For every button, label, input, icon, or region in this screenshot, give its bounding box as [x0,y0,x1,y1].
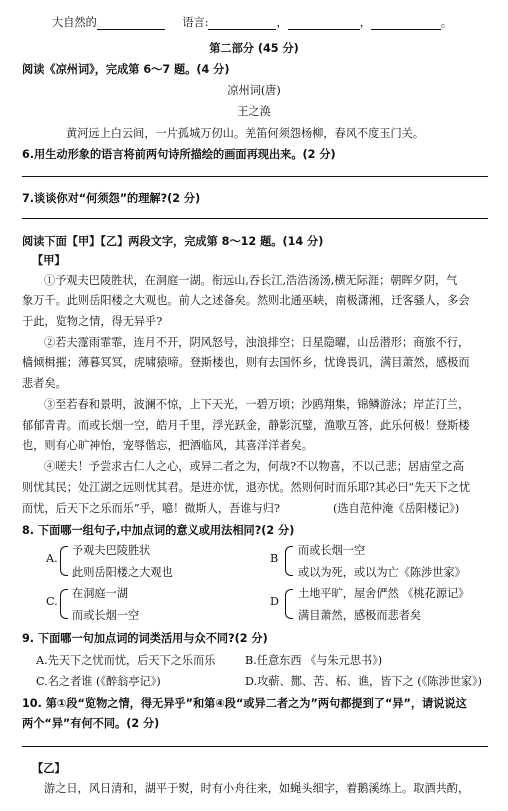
q8-option-d-sentence-2: 满目萧然，感极而悲者矣 [298,609,422,622]
question-10-line-1: 10. 第①段“览物之情，得无异乎”和第④段“或异二者之为”两句都提到了“异”，请说说这 [22,697,467,710]
passage-yi-line: 游之日，风日清和，湖平于熨，时有小舟往来，如蝇头细字，着鹅溪练上。取酒共酌， [44,782,470,795]
language-label: 语言: [182,16,209,29]
poem-text: 黄河远上白云间，一片孤城万仞山。羌笛何须怨杨柳，春风不度玉门关。 [66,127,425,140]
passage-line: 而忧，后天下之乐而乐”乎，噫！微斯人，吾谁与归? [22,502,280,515]
section-title: 第二部分 (45 分) [209,42,299,55]
brace-icon [60,589,68,619]
q8-option-d-label[interactable]: D [270,595,279,608]
answer-blank-4[interactable] [371,17,441,30]
q8-option-c-sentence-2: 而或长烟一空 [72,609,140,622]
q9-option-c[interactable]: C.名之者谁 (《醉翁亭记》) [36,675,161,688]
question-10-line-2: 两个“异”有何不同。(2 分) [22,717,160,730]
reading-intro: 阅读下面【甲】【乙】两段文字，完成第 8～12 题。(14 分) [22,235,324,248]
q8-option-b-label[interactable]: B [270,552,279,565]
passage-jia-label: 【甲】 [32,254,66,267]
question-6: 6.用生动形象的语言将前两句诗所描绘的画面再现出来。(2 分) [22,148,336,161]
nature-label: 大自然的 [52,16,97,29]
brace-icon [60,546,68,576]
passage-yi-label: 【乙】 [32,762,66,775]
answer-blank-1[interactable] [97,17,165,30]
answer-line-6[interactable] [22,176,488,177]
passage-line: 悲者矣。 [22,377,67,390]
brace-icon [285,546,293,576]
passage-line: ④嗟夫！予尝求古仁人之心，或异二者之为，何哉?不以物喜，不以己悲；居庙堂之高 [44,460,464,473]
q8-option-b-sentence-1: 而或长烟一空 [298,544,366,557]
q8-option-c-label[interactable]: C. [46,595,58,608]
fill-blank-line [52,14,452,30]
passage-line: 樯倾楫摧；薄暮冥冥，虎啸猿啼。登斯楼也，则有去国怀乡，忧谗畏讥，满目萧然，感极而 [22,356,470,369]
question-9: 9. 下面哪一句加点词的词类活用与众不同?(2 分) [22,632,268,645]
passage-line: ③至若春和景明，波澜不惊，上下天光，一碧万顷；沙鸥翔集，锦鳞游泳；岸芷汀兰， [44,398,470,411]
passage-line: ②若夫霪雨霏霏，连月不开，阴风怒号，浊浪排空；日星隐曜，山岳潜形；商旅不行， [44,336,470,349]
q8-option-a-sentence-2: 此则岳阳楼之大观也 [72,566,173,579]
brace-icon [285,589,293,619]
answer-line-10[interactable] [22,746,488,747]
comma-1: ， [276,16,288,29]
q8-option-a-sentence-1: 予观夫巴陵胜状 [72,544,151,557]
passage-line: 象万千。此则岳阳楼之大观也。前人之述备矣。然则北通巫峡，南极潇湘，迁客骚人，多会 [22,294,470,307]
answer-blank-3[interactable] [288,17,360,30]
passage-line: 郁郁青青。而或长烟一空，皓月千里，浮光跃金，静影沉璧，渔歌互答，此乐何极！登斯楼 [22,419,470,432]
poem-intro: 阅读《凉州词》，完成第 6～7 题。(4 分) [22,63,230,76]
q8-option-d-sentence-1: 土地平旷，屋舍俨然 《桃花源记》 [298,587,470,600]
q9-option-a[interactable]: A.先天下之忧而忧，后天下之乐而乐 [36,654,216,667]
poem-author: 王之涣 [237,105,271,118]
question-7: 7.谈谈你对“何须怨”的理解?(2 分) [22,192,201,205]
poem-title: 凉州词(唐) [227,84,281,97]
answer-line-7[interactable] [22,218,488,219]
passage-source: (选自范仲淹《岳阳楼记》) [333,502,460,515]
passage-line: ①予观夫巴陵胜状，在洞庭一湖。衔远山,吞长江,浩浩汤汤,横无际涯；朝晖夕阴，气 [44,274,458,287]
passage-line: 则忧其民；处江湖之远则忧其君。是进亦忧，退亦忧。然则何时而乐耶?其必曰“先天下之忧 [22,481,471,494]
q9-option-d[interactable]: D.攻蕲、酂、苦、柘、谯，皆下之 (《陈涉世家》) [245,675,482,688]
period: 。 [440,16,453,29]
passage-line: 于此，览物之情，得无异乎? [22,315,163,328]
q9-option-b[interactable]: B.任意东西 《与朱元思书》) [245,654,383,667]
q8-option-a-label[interactable]: A. [46,552,58,565]
q8-option-b-sentence-2: 或以为死，或以为亡《陈涉世家》 [298,566,466,579]
q8-option-c-sentence-1: 在洞庭一湖 [72,587,128,600]
answer-blank-2[interactable] [208,17,276,30]
comma-2: ， [359,16,371,29]
passage-line: 也，则有心旷神怡，宠辱偕忘，把酒临风，其喜洋洋者矣。 [22,439,313,452]
question-8: 8. 下面哪一组句子,中加点词的意义或用法相同?(2 分) [22,524,295,537]
